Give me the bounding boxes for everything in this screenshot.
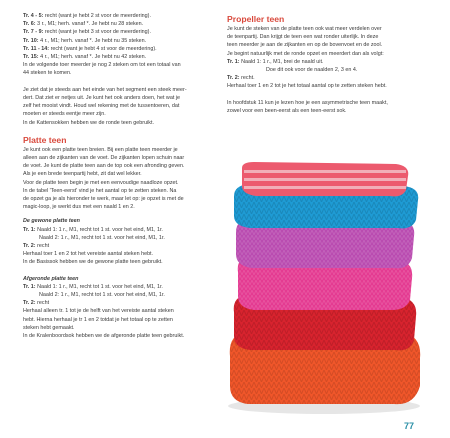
page-number: 77: [404, 421, 415, 431]
pattern-rows-top: Tr. 4 - 5: recht (want je hebt 2 st voor de meerdering). Tr. 6: 3 r., M1; herh. vanaf *. Je hebt nu 28 steken. Tr. 7 - 9: recht (want je hebt 3 st voor de meerdering). Tr. 10: 4 r., M1; herh. vanaf *. Je hebt nu 35 steken. Tr. 11 - 14: recht (want je hebt 4 st voor de meerdering). Tr. 15: 4 r., M1; herh. vanaf *. Je hebt nu 42 steken. In de volgende toer meerder je nog 2 steken om tot een totaal van 44 steken te komen.: [23, 13, 181, 77]
subheading-afgeronde-platte-teen: Afgeronde platte teen: [23, 275, 79, 282]
paragraph-asymmetric-note: In hoofdstuk 11 kun je lezen hoe je een asymmetrische teen maakt, zowel voor een been-eerst als een teen-eerst sok.: [227, 99, 388, 115]
subheading-gewone-platte-teen: De gewone platte teen: [23, 218, 80, 225]
stacked-socks-photo: [224, 160, 426, 418]
right-column: [227, 0, 433, 115]
pattern-propeller-teen: Je kunt de steken van de platte teen ook wat meer verdelen over de teenpartij. Dan krijgt de teen een wat ronder uiterlijk. In deze teen meerder je aan de zijkanten en op de bovenvoet en de zool. Je begint natuurlijk met de ronde opzet en meerdert dan als volgt: Tr. 1: Naald 1: 1 r., M1, brei de naald uit. Doe dit ook voor de naalden 2, 3 en 4. Tr. 2: recht. Herhaal toer 1 en 2 tot je het totaal aantal op te zetten steken hebt.: [227, 26, 387, 90]
heading-propeller-teen: Propeller teen: [227, 14, 285, 24]
pattern-gewone-platte-teen: Tr. 1: Naald 1: 1 r., M1, recht tot 1 st. voor het eind, M1, 1r. Naald 2: 1 r., M1, recht tot 1 st. voor het eind, M1, 1r. Tr. 2: recht Herhaal toer 1 en 2 tot het vereiste aantal steken hebt. In de Basissok hebben we de gewone platte teen gebruikt.: [23, 226, 165, 266]
sock-top-pink: [242, 162, 408, 196]
heading-platte-teen: Platte teen: [23, 134, 67, 145]
pattern-afgeronde-platte-teen: Tr. 1: Naald 1: 1 r., M1, recht tot 1 st. voor het eind, M1, 1r. Naald 2: 1 r., M1, recht tot 1 st. voor het eind, M1, 1r. Tr. 2: recht Herhaal alleen tr. 1 tot je de helft van het vereiste aantal steken hebt. Hierna herhaal je tr 1 en 2 totdat je het totaal op te zetten steken hebt gemaakt. In de Kralenboordsok hebben we de afgeronde platte teen gebruikt.: [23, 283, 185, 340]
paragraph-platte-teen: Je kunt ook een platte teen breien. Bij een platte teen meerder je alleen aan de zijkanten van de voet. De zijkanten lopen schuin naar de voet. Je kunt de platte teen aan de top ook een afronding geven. Als je een brede teenpartij hebt, zit dat wel lekker. Voor de platte teen begin je met een eenvoudige naadloze opzet. In de tabel 'Teen-eerst' vind je het aantal op te zetten steken. Na de opzet ga je als hieronder te werk, maar let op: je opzet is met de magic-loop, je werkt dus met een naald 1 en 2.: [23, 146, 185, 211]
paragraph-segment-note: Je ziet dat je steeds aan het einde van het segment een steek meer- dert. Dat ziet er netjes uit. Je kunt het ook anders doen, het wat je zelf het mooist vindt. Houd wel rekening met de tussentoeren, dat moeten er steeds eentje meer zijn. In de Kattensokken hebben we de ronde teen gebruikt.: [23, 86, 187, 126]
left-column: [23, 0, 231, 340]
